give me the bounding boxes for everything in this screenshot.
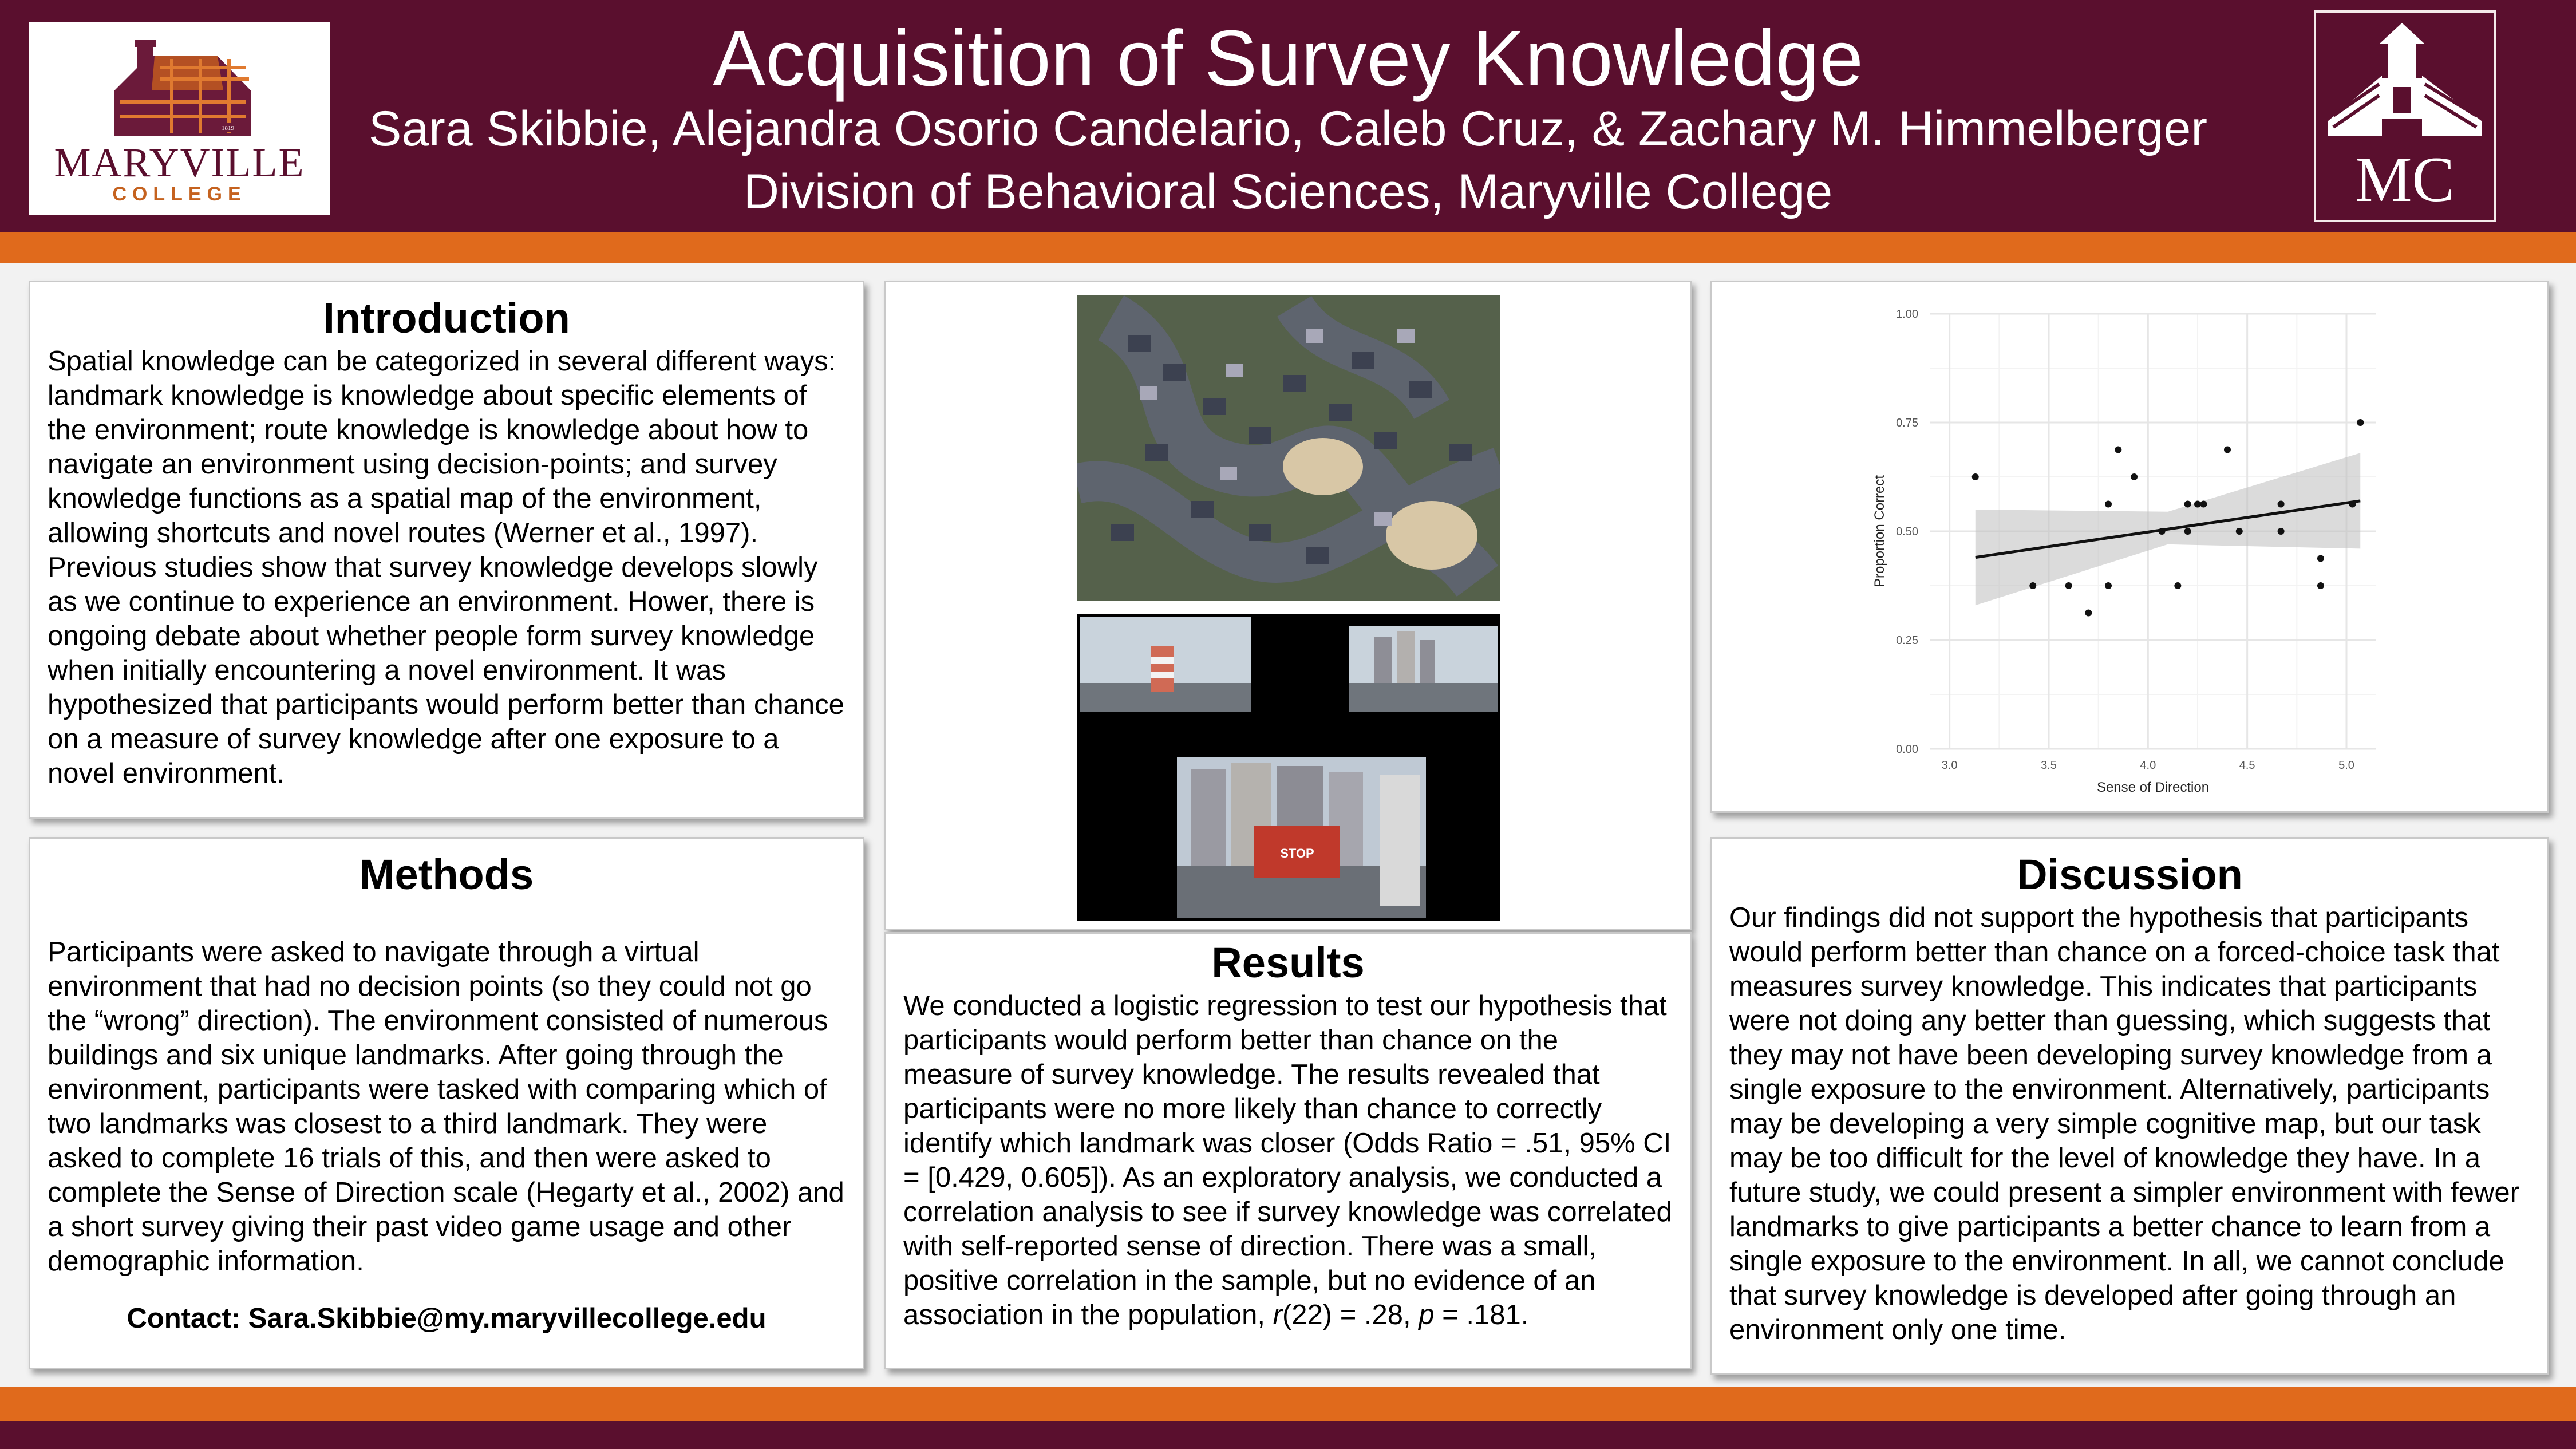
poster-authors: Sara Skibbie, Alejandra Osorio Candelario, Caleb Cruz, & Zachary M. Himmelberger [368,101,2208,156]
contact-email: Contact: Sara.Skibbie@my.maryvillecollege.edu [127,1303,767,1334]
x-tick-label: 5.0 [2338,759,2354,772]
mc-monogram-logo [2314,10,2496,222]
footer-accent-stripe [0,1387,2576,1421]
methods-body: Participants were asked to navigate through a virtual environment that had no decision points (so they could not go the “wrong” direction). The environment consisted of numerous buildings and six unique landmarks. After going through the environment, participants were tasked with comparing which of two landmarks was closest to a third landmark. They were asked to complete 16 trials of this, and then were asked to complete the Sense of Direction scale (Hegarty et al., 2002) and a short survey giving their past video game usage and other demographic information. [48,937,844,1277]
data-point [2105,582,2112,589]
first-person-views-icon [1077,614,1500,921]
results-body [903,989,1673,1332]
data-point [2236,528,2243,535]
data-point [2357,419,2364,426]
data-point [2065,582,2072,589]
aerial-environment-image [1077,295,1500,601]
poster-title: Acquisition of Survey Knowledge [713,14,1863,102]
y-tick-label: 0.50 [1896,526,1918,538]
data-point [2131,473,2138,480]
introduction-heading: Introduction [323,294,570,342]
data-point [2200,501,2207,508]
maryville-college-logo [29,22,330,215]
data-point [2029,582,2036,589]
mc-monogram: MC [2354,144,2455,215]
scatter-chart [1712,282,2547,811]
data-point [2174,582,2181,589]
x-tick-label: 4.0 [2140,759,2156,772]
first-person-views-image [1077,614,1500,921]
environment-images-panel [884,281,1692,930]
header-accent-stripe [0,232,2576,263]
svg-text:STOP: STOP [1280,846,1314,860]
results-heading: Results [1211,939,1365,986]
discussion-heading: Discussion [2017,851,2243,898]
r-statistic-value: (22) = .28, [1282,1300,1419,1330]
data-point [1972,473,1979,480]
data-point [2317,555,2324,562]
aerial-map-icon [1077,295,1500,601]
data-point [2317,582,2324,589]
discussion-panel [1710,837,2549,1375]
college-wordmark: COLLEGE [112,183,247,205]
results-text: We conducted a logistic regression to test our hypothesis that participants would perform better than chance on the measure of survey knowledge. The results revealed that participants were no more likely than chance to correctly identify which landmark was closer (Odds Ratio = .51, 95% CI = [0.429, 0.605]). As an exploratory analysis, we conducted a correlation analysis to see if survey knowledge was correlated with self-reported sense of direction. There was a small, positive correlation in the sample, but no evidence of an association in the population, [903,990,1672,1330]
x-tick-label: 3.5 [2041,759,2057,772]
scatter-chart-panel [1710,281,2549,813]
data-point [2278,501,2285,508]
p-value-symbol: p [1419,1300,1435,1330]
data-point [2224,447,2231,453]
data-point [2184,501,2191,508]
introduction-body: Spatial knowledge can be categorized in several different ways: landmark knowledge is knowledge about specific elements of the environment; route knowledge is knowledge about how to navigate an environment using decision-points; and survey knowledge functions as a spatial map of the environment, allowing shortcuts and novel routes (Werner et al., 1997). Previous studies show that survey knowledge develops slowly as we continue to experience an environment. Hower, there is ongoing debate about whether people form survey knowledge when initially encountering a novel environment. It was hypothesized that participants would perform better than chance on a measure of survey knowledge after one exposure to a novel environment. [48,346,844,789]
x-axis-label: Sense of Direction [2096,780,2210,795]
maryville-wordmark: MARYVILLE [54,140,305,185]
y-tick-label: 0.25 [1896,634,1918,647]
data-point [2159,528,2166,535]
x-tick-label: 3.0 [1941,759,1958,772]
data-point [2194,501,2201,508]
y-tick-label: 0.00 [1896,743,1918,756]
methods-panel [29,837,864,1369]
data-point [2085,610,2092,617]
introduction-panel [29,281,864,819]
svg-text:1819: 1819 [222,125,234,132]
data-point [2349,501,2356,508]
y-tick-label: 1.00 [1896,308,1918,321]
data-point [2184,528,2191,535]
r-statistic-symbol: r [1273,1300,1282,1330]
y-axis-label: Proportion Correct [1872,475,1887,588]
methods-heading: Methods [359,851,534,898]
footer-band [0,1421,2576,1449]
results-panel [884,932,1692,1369]
y-tick-label: 0.75 [1896,417,1918,429]
data-point [2278,528,2285,535]
data-point [2105,501,2112,508]
discussion-body: Our findings did not support the hypothesis that participants would perform better than chance on a forced-choice task that measures survey knowledge. This indicates that participants were not doing any better than guessing, which suggests that they may not have been developing survey knowledge from a single exposure to the environment. Alternatively, participants may be developing a very simple cognitive map, but our task may be too difficult for the level of knowledge they have. In a future study, we could present a simpler environment with fewer landmarks to give participants a better chance to learn from a single exposure to the environment. In all, we cannot conclude that survey knowledge is developed after going through an environment only one time. [1729,902,2519,1345]
p-value: = .181. [1434,1300,1529,1330]
data-point [2115,447,2121,453]
poster-affiliation: Division of Behavioral Sciences, Maryville College [743,164,1833,219]
x-tick-label: 4.5 [2239,759,2255,772]
